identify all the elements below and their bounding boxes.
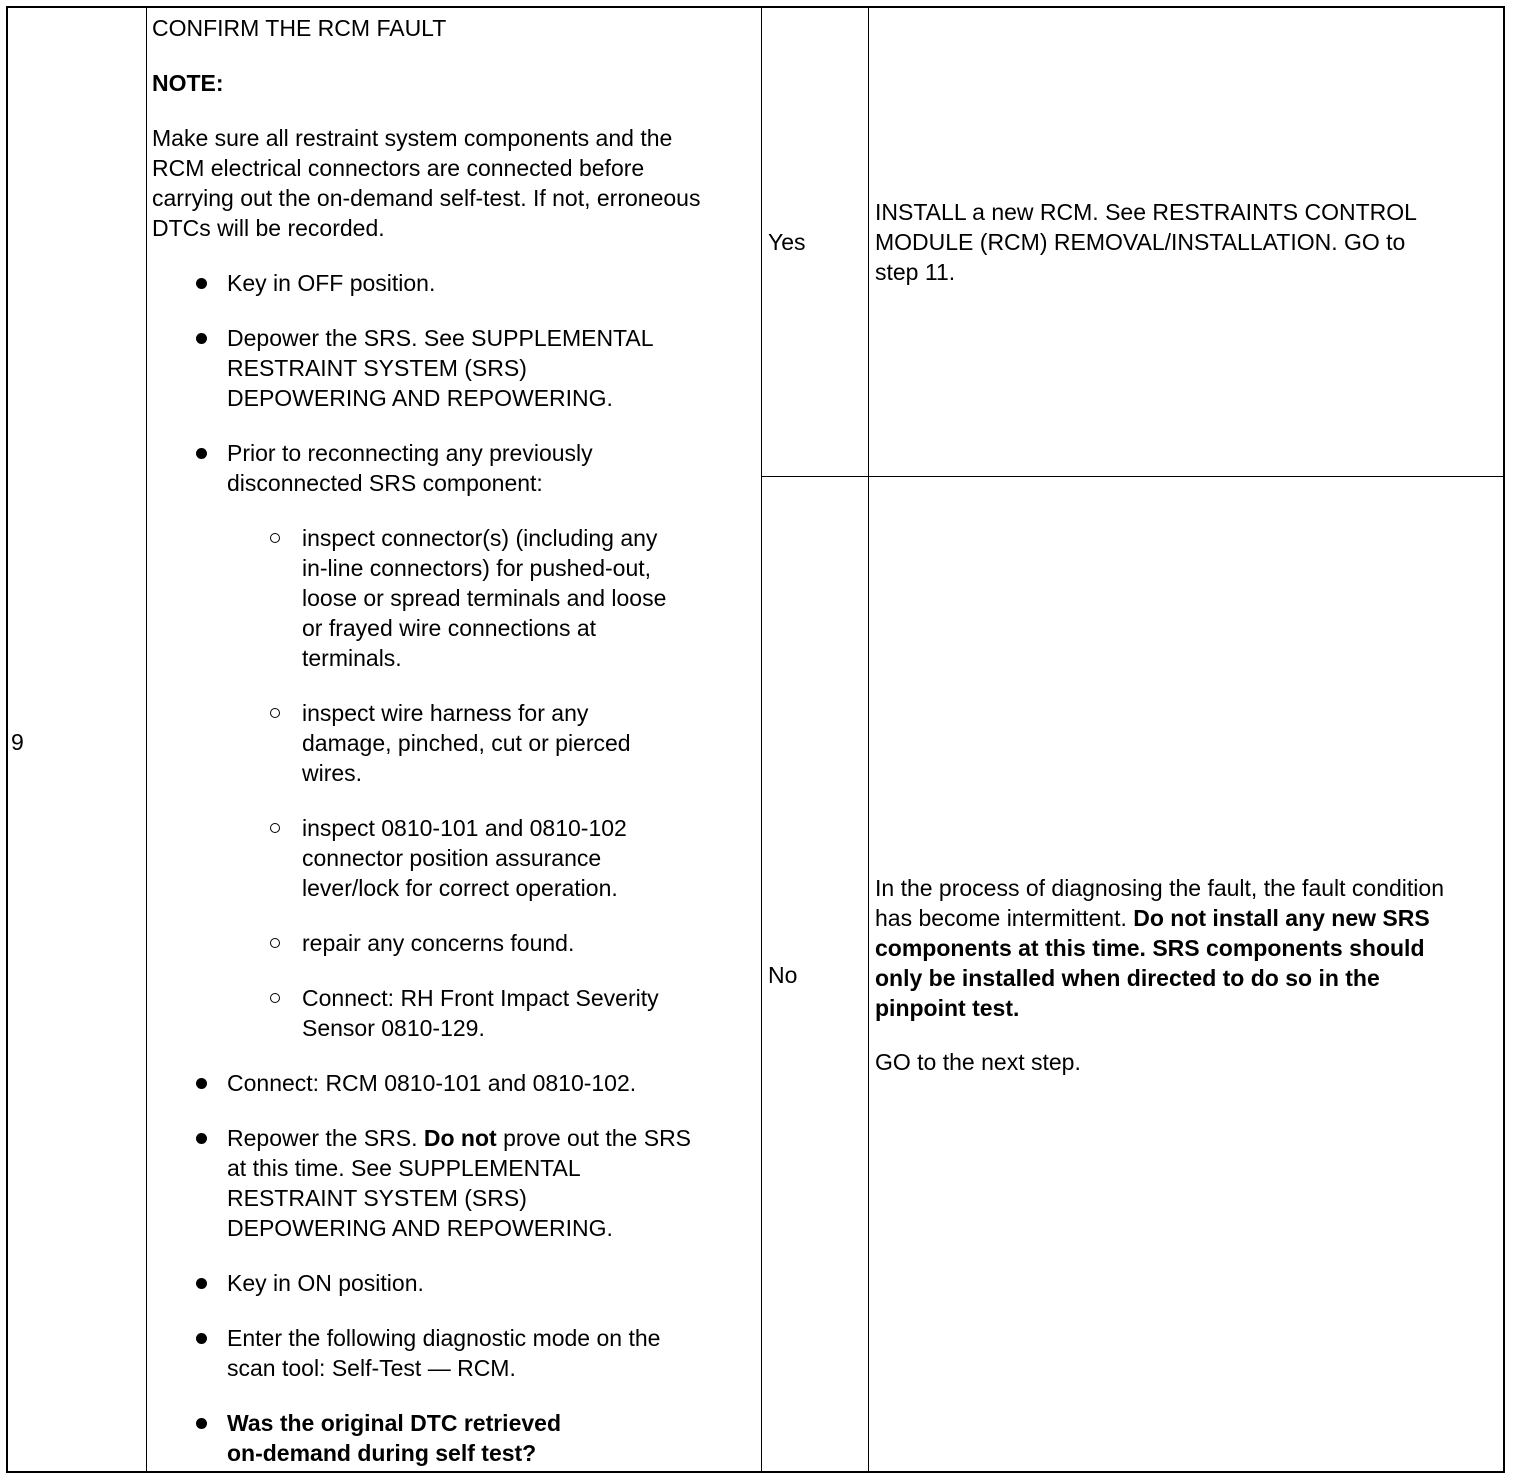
question-dtc-retrieved: Was the original DTC retrieved on-demand during self test? <box>227 1410 561 1466</box>
row-divider-yes-no <box>761 476 1505 477</box>
sub-instruction-inspect-harness: inspect wire harness for any damage, pinched, cut or pierced wires. <box>302 700 631 786</box>
step-number: 9 <box>11 729 24 755</box>
note-label: NOTE: <box>152 70 224 96</box>
result-action-no: In the process of diagnosing the fault, the fault condition has become intermittent. Do not install any new SRS components at this time. SRS components should only be installed when directed to do so in the pinpoint test. <box>875 875 1444 1021</box>
instruction-key-off: Key in OFF position. <box>227 270 436 296</box>
instruction-depower: Depower the SRS. See SUPPLEMENTAL RESTRAINT SYSTEM (SRS) DEPOWERING AND REPOWERING. <box>227 325 654 411</box>
instruction-repower: Repower the SRS. Do not prove out the SRS at this time. See SUPPLEMENTAL RESTRAINT SYSTEM (SRS) DEPOWERING AND REPOWERING. <box>227 1125 692 1241</box>
bullet-icon <box>196 1333 207 1344</box>
result-label-yes: Yes <box>768 229 806 255</box>
result-action-yes: INSTALL a new RCM. See RESTRAINTS CONTROL MODULE (RCM) REMOVAL/INSTALLATION. GO to step 11. <box>875 199 1417 285</box>
sub-instruction-inspect-connectors: inspect connector(s) (including any in-line connectors) for pushed-out, loose or spread terminals and loose or frayed wire connections at terminals. <box>302 525 667 671</box>
column-divider-step <box>146 6 147 1473</box>
sub-instruction-inspect-cpa: inspect 0810-101 and 0810-102 connector position assurance lever/lock for correct operation. <box>302 815 627 901</box>
instruction-prior-reconnect: Prior to reconnecting any previously disconnected SRS component: <box>227 440 593 496</box>
sub-bullet-icon <box>270 708 280 718</box>
bullet-icon <box>196 1278 207 1289</box>
sub-bullet-icon <box>270 993 280 1003</box>
bullet-icon <box>196 1078 207 1089</box>
bullet-icon <box>196 333 207 344</box>
sub-instruction-connect-sensor: Connect: RH Front Impact Severity Sensor 0810-129. <box>302 985 659 1041</box>
bullet-icon <box>196 448 207 459</box>
sub-bullet-icon <box>270 823 280 833</box>
instruction-diagnostic-mode: Enter the following diagnostic mode on the scan tool: Self-Test — RCM. <box>227 1325 661 1381</box>
instruction-connect-rcm: Connect: RCM 0810-101 and 0810-102. <box>227 1070 637 1096</box>
instruction-key-on: Key in ON position. <box>227 1270 424 1296</box>
sub-bullet-icon <box>270 938 280 948</box>
column-divider-result <box>868 6 869 1473</box>
result-goto-next: GO to the next step. <box>875 1049 1081 1075</box>
sub-bullet-icon <box>270 533 280 543</box>
sub-instruction-repair: repair any concerns found. <box>302 930 575 956</box>
test-title: CONFIRM THE RCM FAULT <box>152 15 447 41</box>
result-label-no: No <box>768 962 798 988</box>
bullet-icon <box>196 278 207 289</box>
column-divider-test <box>761 6 762 1473</box>
note-text: Make sure all restraint system components and the RCM electrical connectors are connected before carrying out the on-demand self-test. If not, erroneous DTCs will be recorded. <box>152 125 701 241</box>
bullet-icon <box>196 1418 207 1429</box>
bullet-icon <box>196 1133 207 1144</box>
